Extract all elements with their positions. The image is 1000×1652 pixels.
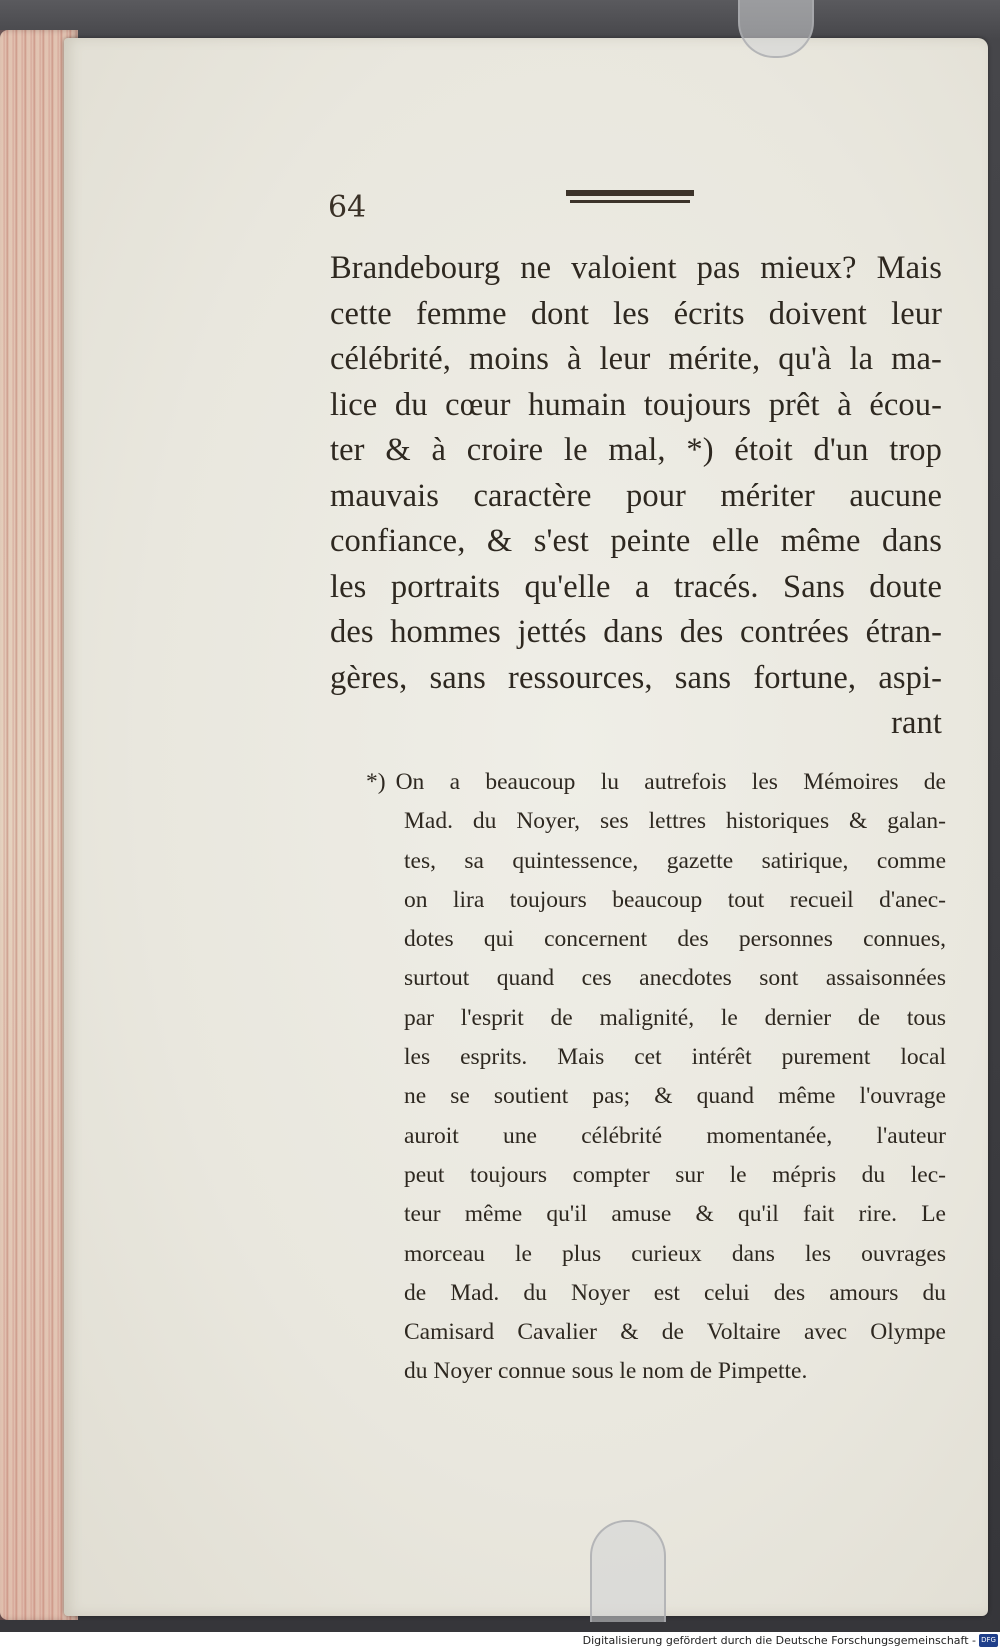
footnote-line: du Noyer connue sous le nom de Pimpette.	[404, 1358, 808, 1385]
page-number: 64	[328, 190, 367, 225]
footnote-line: de Mad. du Noyer est celui des amours du	[404, 1279, 946, 1306]
footnote-line: on lira toujours beaucoup tout recueil d'anec-	[404, 886, 946, 913]
footnote-line: dotes qui concernent des personnes connues,	[404, 926, 946, 953]
footnote-marker: *)	[366, 769, 386, 795]
body-line: ter & à croire le mal, *) étoit d'un trop	[330, 432, 942, 468]
dfg-logo-icon: DFG	[979, 1634, 998, 1647]
footnote	[366, 763, 946, 1392]
footnote-line: peut toujours compter sur le mépris du lec-	[404, 1161, 946, 1188]
body-line: les portraits qu'elle a tracés. Sans doute	[330, 568, 942, 605]
body-text	[330, 246, 942, 747]
footnote-line-text: On a beaucoup lu autrefois les Mémoires de	[395, 769, 946, 795]
footnote-line: les esprits. Mais cet intérêt purement local	[404, 1044, 946, 1071]
header-rule-thick	[566, 190, 694, 196]
footnote-line: ne se soutient pas; & quand même l'ouvrage	[404, 1083, 946, 1110]
header-rule-thin	[570, 200, 690, 203]
header-rule	[566, 190, 694, 206]
body-line: gères, sans ressources, sans fortune, aspi-	[330, 659, 942, 696]
catchword: rant	[891, 705, 942, 741]
footnote-line: par l'esprit de malignité, le dernier de tous	[404, 1004, 946, 1031]
footnote-line: auroit une célébrité momentanée, l'auteur	[404, 1122, 946, 1149]
body-line: lice du cœur humain toujours prêt à écou-	[330, 386, 942, 423]
footnote-line: Camisard Cavalier & de Voltaire avec Olympe	[404, 1319, 946, 1346]
footnote-line: Mad. du Noyer, ses lettres historiques & galan-	[404, 808, 946, 835]
digitization-credit: Digitalisierung gefördert durch die Deutsche Forschungsgemeinschaft -	[582, 1634, 976, 1647]
footnote-line	[366, 763, 946, 802]
body-line: mauvais caractère pour mériter aucune	[330, 477, 942, 514]
footnote-line: morceau le plus curieux dans les ouvrages	[404, 1240, 946, 1267]
footnote-line: teur même qu'il amuse & qu'il fait rire. Le	[404, 1201, 946, 1228]
body-line: cette femme dont les écrits doivent leur	[330, 295, 942, 332]
body-line: célébrité, moins à leur mérite, qu'à la ma-	[330, 341, 942, 377]
body-line: des hommes jettés dans des contrées étran-	[330, 614, 942, 650]
page-clip-bottom	[590, 1520, 666, 1622]
body-line: confiance, & s'est peinte elle même dans	[330, 523, 942, 559]
footnote-line: surtout quand ces anecdotes sont assaisonnées	[404, 965, 946, 992]
footnote-line: tes, sa quintessence, gazette satirique, comme	[404, 847, 946, 874]
body-line: Brandebourg ne valoient pas mieux? Mais	[330, 250, 942, 286]
